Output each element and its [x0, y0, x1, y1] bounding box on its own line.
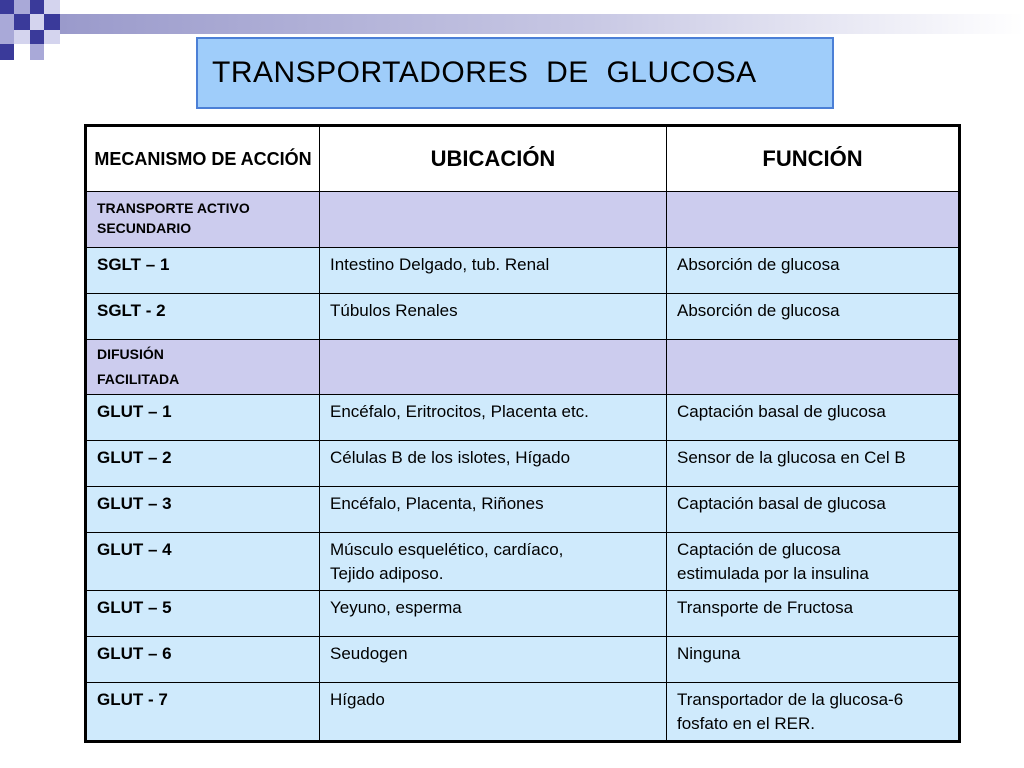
section-label: [86, 192, 320, 248]
corner-square-9: [0, 30, 14, 44]
header-mechanism: MECANISMO DE ACCIÓN: [86, 126, 320, 192]
corner-square-6: [14, 14, 30, 30]
empty-cell: [320, 340, 667, 395]
section-label-line: DIFUSIÓN: [97, 346, 164, 362]
location-line: Músculo esquelético, cardíaco,: [330, 540, 564, 559]
corner-square-8: [44, 14, 60, 30]
table-row: [86, 487, 960, 533]
function-line: Captación de glucosa: [677, 540, 841, 559]
header-function: FUNCIÓN: [667, 126, 960, 192]
function-line: fosfato en el RER.: [677, 714, 815, 733]
table-row: [86, 637, 960, 683]
transporter-function: Captación basal de glucosa: [677, 402, 886, 421]
corner-square-13: [0, 44, 14, 60]
table-row: [86, 294, 960, 340]
transporter-function: [667, 683, 958, 740]
transporter-function: Sensor de la glucosa en Cel B: [677, 448, 906, 467]
section-row-facilitated-diffusion: [86, 340, 960, 395]
header-location: UBICACIÓN: [320, 126, 667, 192]
transporter-location: Yeyuno, esperma: [330, 598, 462, 617]
transporter-name: SGLT - 2: [97, 301, 166, 320]
corner-square-12: [44, 30, 60, 44]
table-row: [86, 533, 960, 591]
table-header-row: [86, 126, 960, 192]
corner-square-1: [0, 0, 14, 14]
transporter-function: [667, 533, 958, 590]
transporter-location: Túbulos Renales: [330, 301, 458, 320]
transporters-table: [84, 124, 961, 743]
transporter-location: Seudogen: [330, 644, 408, 663]
transporter-function: Absorción de glucosa: [677, 255, 840, 274]
corner-square-14: [30, 44, 44, 60]
section-row-active-transport: [86, 192, 960, 248]
transporter-location: [320, 533, 666, 590]
empty-cell: [320, 192, 667, 248]
transporter-name: GLUT – 5: [97, 598, 172, 617]
transporter-function: Absorción de glucosa: [677, 301, 840, 320]
table-row: [86, 395, 960, 441]
top-gradient-bar: [60, 14, 1024, 34]
corner-square-5: [0, 14, 14, 30]
transporter-function: Transporte de Fructosa: [677, 598, 854, 617]
location-line: Tejido adiposo.: [330, 564, 444, 583]
corner-square-11: [30, 30, 44, 44]
section-label-line: SECUNDARIO: [97, 220, 192, 236]
section-label-line: TRANSPORTE ACTIVO: [97, 200, 250, 216]
function-line: Transportador de la glucosa-6: [677, 690, 904, 709]
corner-square-3: [30, 0, 44, 14]
table-row: [86, 683, 960, 742]
empty-cell: [667, 340, 960, 395]
corner-square-4: [44, 0, 60, 14]
transporter-name: GLUT - 7: [97, 690, 168, 709]
table-row: [86, 441, 960, 487]
corner-square-2: [14, 0, 30, 14]
transporter-name: GLUT – 3: [97, 494, 172, 513]
transporter-name: GLUT – 4: [97, 540, 172, 559]
transporter-function: Ninguna: [677, 644, 741, 663]
transporter-name: GLUT – 1: [97, 402, 172, 421]
transporter-name: GLUT – 2: [97, 448, 172, 467]
corner-square-10: [14, 30, 30, 44]
page-title: TRANSPORTADORES DE GLUCOSA: [212, 56, 757, 89]
function-line: estimulada por la insulina: [677, 564, 869, 583]
transporter-name: GLUT – 6: [97, 644, 172, 663]
section-label-line: FACILITADA: [97, 371, 180, 387]
empty-cell: [667, 192, 960, 248]
transporter-function: Captación basal de glucosa: [677, 494, 886, 513]
table-row: [86, 248, 960, 294]
transporter-location: Encéfalo, Placenta, Riñones: [330, 494, 544, 513]
title-box: [196, 37, 834, 109]
corner-square-7: [30, 14, 44, 30]
transporter-location: Hígado: [330, 690, 385, 709]
transporter-name: SGLT – 1: [97, 255, 170, 274]
table-row: [86, 591, 960, 637]
section-label: [86, 340, 320, 395]
transporter-location: Intestino Delgado, tub. Renal: [330, 255, 550, 274]
transporter-location: Células B de los islotes, Hígado: [330, 448, 571, 467]
transporter-location: Encéfalo, Eritrocitos, Placenta etc.: [330, 402, 589, 421]
